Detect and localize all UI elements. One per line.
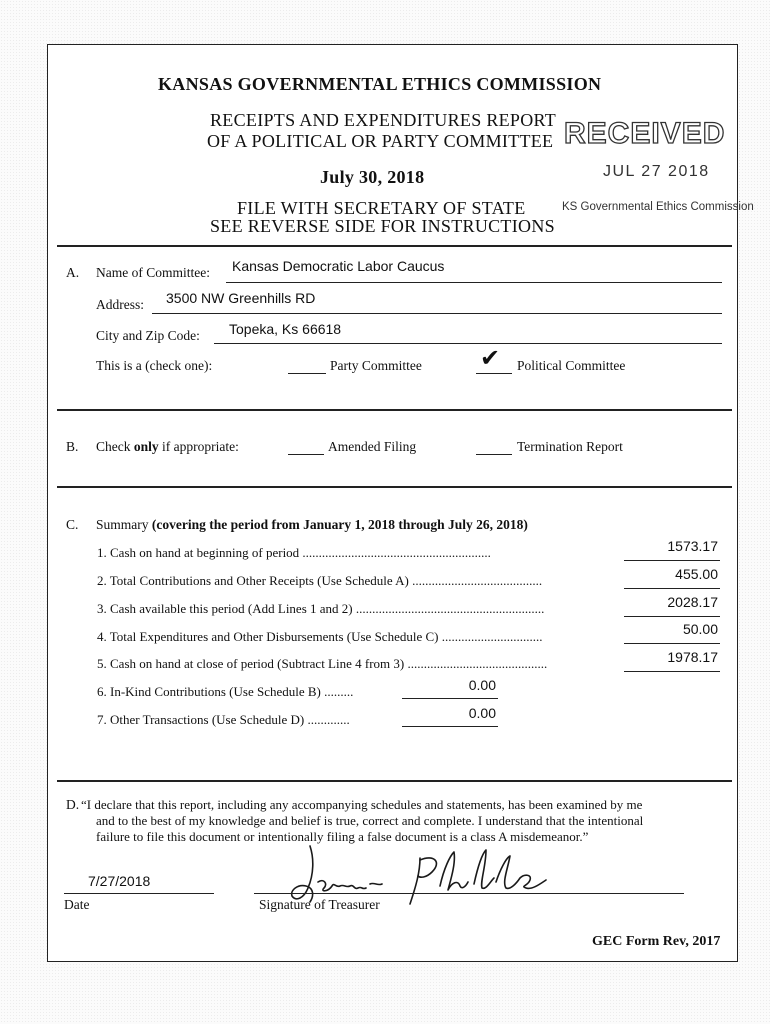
section-a-letter: A. [66,265,80,280]
section-c-letter: C. [66,517,79,532]
committee-name-line [226,282,722,283]
summary-value-7[interactable]: 0.00 [468,705,496,721]
summary-value-5[interactable]: 1978.17 [667,649,718,665]
summary-value-line-7 [402,726,498,727]
file-with-instruction: FILE WITH SECRETARY OF STATE [237,198,526,218]
date-line [64,893,214,894]
summary-line-2: 2. Total Contributions and Other Receipts (Use Schedule A) ........................................ [97,573,543,588]
party-committee-label: Party Committee [330,358,422,373]
report-title-line2: OF A POLITICAL OR PARTY COMMITTEE [207,131,554,151]
report-title-line1: RECEIPTS AND EXPENDITURES REPORT [210,110,557,130]
summary-value-6[interactable]: 0.00 [468,677,496,693]
termination-report-label: Termination Report [517,439,623,454]
check-only: only [133,439,159,454]
summary-value-3[interactable]: 2028.17 [667,594,718,610]
summary-line-3: 3. Cash available this period (Add Lines 1 and 2) .......................................................... [97,601,545,616]
address-value[interactable]: 3500 NW Greenhills RD [166,290,316,306]
committee-name-label: Name of Committee: [96,265,210,280]
summary-line-1: 1. Cash on hand at beginning of period .......................................................... [97,545,491,560]
city-zip-value[interactable]: Topeka, Ks 66618 [229,321,342,337]
city-zip-label: City and Zip Code: [96,328,200,343]
summary-line-4: 4. Total Expenditures and Other Disbursements (Use Schedule C) ............................... [97,629,543,644]
declaration-line-3: failure to file this document or intentionally filing a false document is a class A misdemeanor.” [96,829,589,844]
section-divider [57,780,732,782]
political-committee-label: Political Committee [517,358,626,373]
section-divider [57,245,732,247]
committee-type-label: This is a (check one): [96,358,213,373]
political-committee-checkmark: ✔ [480,344,501,372]
check-prefix: Check [96,439,134,454]
summary-heading [96,517,528,533]
commission-title: KANSAS GOVERNMENTAL ETHICS COMMISSION [158,74,602,94]
party-committee-checkbox-line[interactable] [288,373,326,374]
summary-line-7: 7. Other Transactions (Use Schedule D) ............. [97,712,350,727]
received-stamp-date: JUL 27 2018 [603,163,710,180]
summary-value-1[interactable]: 1573.17 [667,538,718,554]
summary-line-5: 5. Cash on hand at close of period (Subtract Line 4 from 3) ........................................... [97,656,548,671]
summary-value-line-2 [624,588,720,589]
declaration-line-1: “I declare that this report, including any accompanying schedules and statements, has been examined by me [81,797,643,812]
signature-of-treasurer-label: Signature of Treasurer [259,897,380,912]
summary-value-4[interactable]: 50.00 [682,621,718,637]
summary-value-2[interactable]: 455.00 [675,566,718,582]
section-d-letter: D. [66,797,80,812]
received-stamp-agency: KS Governmental Ethics Commission [562,201,754,213]
summary-period: (covering the period from January 1, 2018 through July 26, 2018) [151,517,528,532]
signature-line [254,893,684,894]
declaration-line-2: and to the best of my knowledge and belief is true, correct and complete. I understand that the intentional [96,813,644,828]
summary-label: Summary [96,517,152,532]
section-b-letter: B. [66,439,79,454]
political-committee-checkbox-line[interactable] [476,373,512,374]
received-stamp: RECEIVED [564,117,726,150]
committee-name-value[interactable]: Kansas Democratic Labor Caucus [232,258,445,274]
address-label: Address: [96,297,144,312]
check-if-appropriate-label [96,439,239,455]
report-date: July 30, 2018 [320,167,425,187]
summary-value-line-6 [402,698,498,699]
date-label: Date [64,897,90,912]
amended-filing-checkbox-line[interactable] [288,454,324,455]
summary-value-line-1 [624,560,720,561]
form-revision: GEC Form Rev, 2017 [592,934,721,949]
termination-report-checkbox-line[interactable] [476,454,512,455]
section-divider [57,486,732,488]
summary-line-6: 6. In-Kind Contributions (Use Schedule B) ......... [97,684,354,699]
amended-filing-label: Amended Filing [328,439,417,454]
check-suffix: if appropriate: [158,439,239,454]
see-reverse-instruction: SEE REVERSE SIDE FOR INSTRUCTIONS [210,216,555,236]
summary-value-line-3 [624,616,720,617]
section-divider [57,409,732,411]
city-zip-line [214,343,722,344]
signature-date-value[interactable]: 7/27/2018 [88,873,151,889]
address-line [152,313,722,314]
summary-value-line-5 [624,671,720,672]
summary-value-line-4 [624,643,720,644]
